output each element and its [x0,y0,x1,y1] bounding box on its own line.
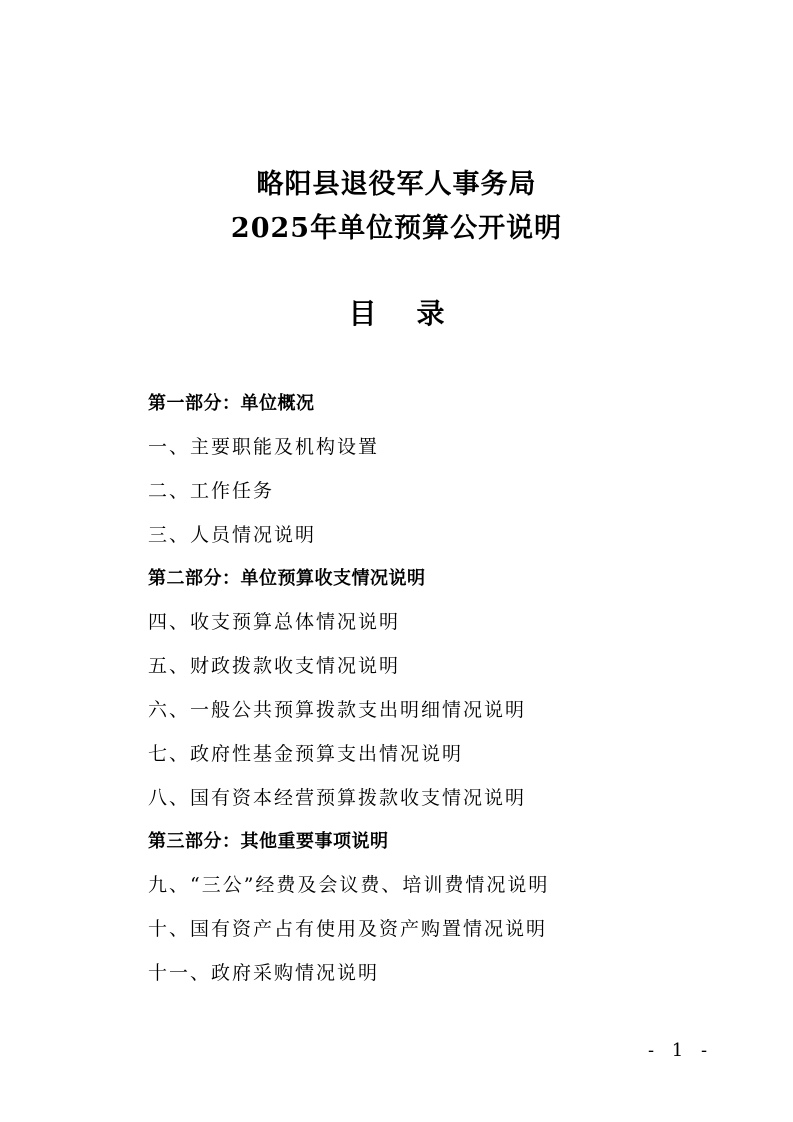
toc-item-11: 十一、政府采购情况说明 [148,962,380,984]
toc-item-5: 五、财政拨款收支情况说明 [148,655,401,677]
toc-item-10: 十、国有资产占有使用及资产购置情况说明 [148,918,548,940]
toc-part-2: 第二部分：单位预算收支情况说明 [148,568,426,589]
toc-item-7: 七、政府性基金预算支出情况说明 [148,743,464,765]
toc-heading-char-2: 录 [416,297,445,330]
toc-item-1: 一、主要职能及机构设置 [148,436,380,458]
document-title-line-1: 略阳县退役军人事务局 [256,169,537,200]
toc-item-2: 二、工作任务 [148,480,275,502]
toc-item-4: 四、收支预算总体情况说明 [148,611,401,633]
page-number: - 1 - [648,1040,714,1061]
toc-item-8: 八、国有资本经营预算拨款收支情况说明 [148,787,527,809]
document-title-line-2: 2025年单位预算公开说明 [230,213,563,244]
toc-heading-char-1: 目 [348,297,377,330]
toc-item-9: 九、“三公”经费及会议费、培训费情况说明 [148,874,550,896]
toc-item-6: 六、一般公共预算拨款支出明细情况说明 [148,699,527,721]
toc-item-3: 三、人员情况说明 [148,524,317,546]
toc-heading [0,292,793,332]
toc-part-1: 第一部分：单位概况 [148,393,315,414]
toc-part-3: 第三部分：其他重要事项说明 [148,831,389,852]
